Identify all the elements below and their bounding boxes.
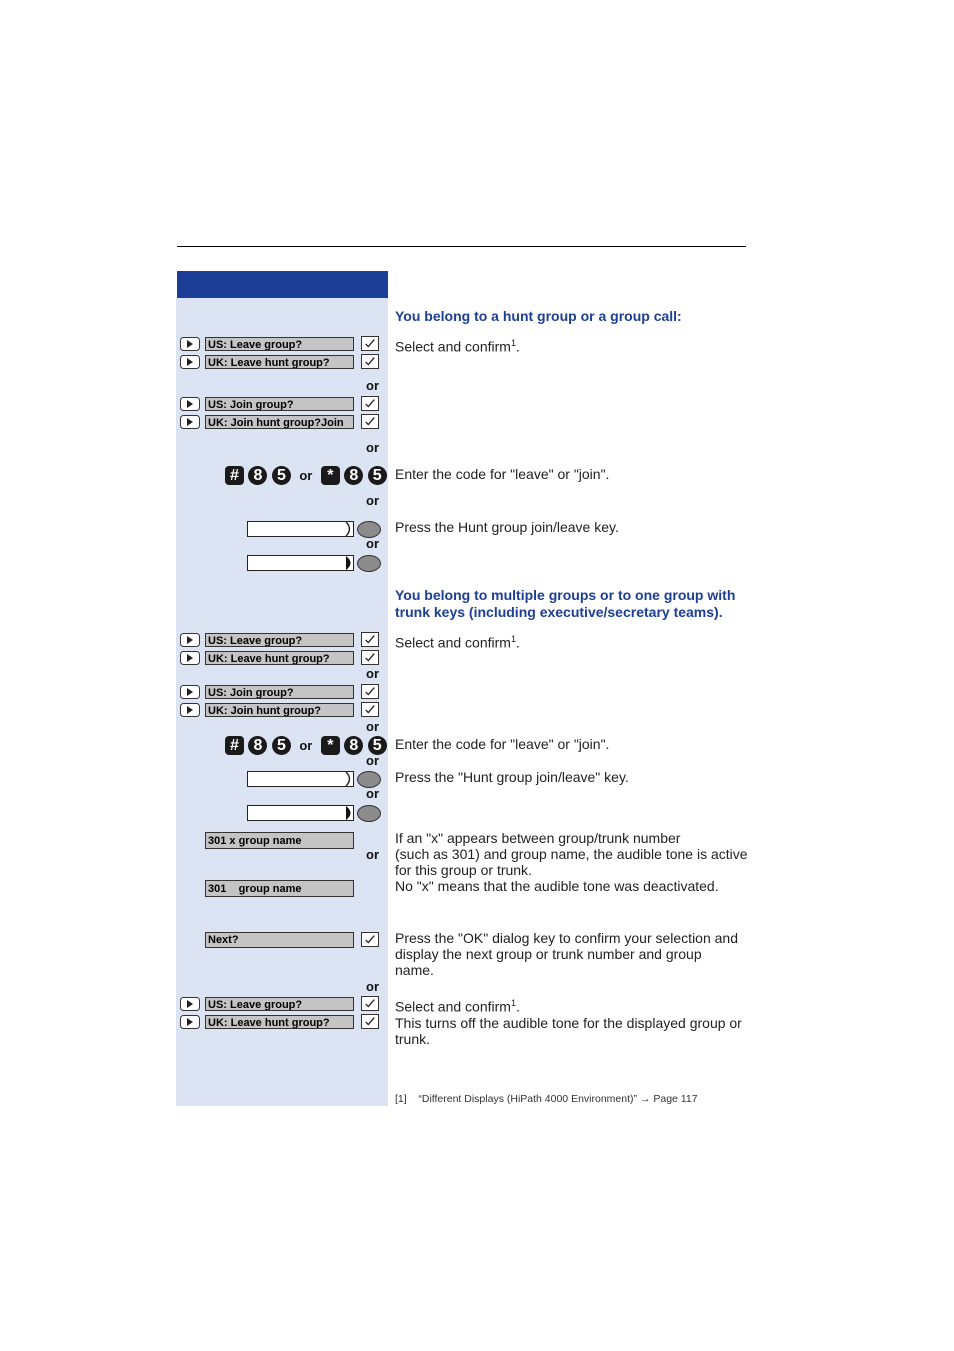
display-join-group-us: US: Join group? (205, 397, 354, 411)
display-group-with-tone: 301 x group name (205, 832, 354, 849)
display-next: Next? (205, 932, 354, 948)
star-key-icon[interactable]: * (321, 466, 340, 485)
hash-key-icon[interactable]: # (225, 466, 244, 485)
arrow-right-icon: → (639, 1093, 651, 1105)
ok-check-icon[interactable] (361, 396, 379, 411)
digit-key-icon[interactable]: 8 (248, 466, 267, 485)
digit-key-icon[interactable]: 8 (344, 466, 363, 485)
enter-code-text: Enter the code for "leave" or "join". (395, 736, 610, 752)
enter-code-text: Enter the code for "leave" or "join". (395, 466, 610, 482)
dial-code-keys (225, 466, 387, 486)
display-leave-group-us: US: Leave group? (205, 633, 354, 647)
star-key-icon[interactable]: * (321, 736, 340, 755)
ok-check-icon[interactable] (361, 650, 379, 665)
press-key-text: Press the Hunt group join/leave key. (395, 519, 619, 535)
scroll-arrow-icon[interactable] (180, 337, 200, 351)
audible-tone-info: If an "x" appears between group/trunk number (such as 301) and group name, the audible tone is active for this group or trunk. No "x" means that the audible tone was deactivated. (395, 830, 748, 894)
or-label: or (366, 378, 379, 393)
press-key-text: Press the "Hunt group join/leave" key. (395, 769, 629, 785)
ok-check-icon[interactable] (361, 1014, 379, 1029)
function-key-label-field (247, 805, 354, 821)
ok-check-icon[interactable] (361, 354, 379, 369)
or-label: or (299, 738, 313, 753)
hunt-group-key-button[interactable] (357, 555, 381, 572)
display-group-without-tone: 301 group name (205, 880, 354, 897)
ok-check-icon[interactable] (361, 684, 379, 699)
ok-check-icon[interactable] (361, 996, 379, 1011)
display-leave-hunt-group-uk: UK: Leave hunt group? (205, 1015, 354, 1029)
scroll-arrow-icon[interactable] (180, 355, 200, 369)
select-confirm-text: Select and confirm$^1$. (395, 634, 520, 651)
or-label: or (366, 847, 379, 862)
display-leave-hunt-group-uk: UK: Leave hunt group? (205, 355, 354, 369)
function-key-label-field (247, 771, 354, 787)
scroll-arrow-icon[interactable] (180, 1015, 200, 1029)
scroll-arrow-icon[interactable] (180, 651, 200, 665)
or-label: or (366, 753, 379, 768)
display-join-hunt-group-uk: UK: Join hunt group? (205, 703, 354, 717)
scroll-arrow-icon[interactable] (180, 633, 200, 647)
scroll-arrow-icon[interactable] (180, 685, 200, 699)
display-join-hunt-group-uk: UK: Join hunt group?Join (205, 415, 354, 429)
or-label: or (299, 468, 313, 483)
or-label: or (366, 536, 379, 551)
footnote-marker: [1] (395, 1093, 407, 1105)
or-label: or (366, 719, 379, 734)
footnote-text: “Different Displays (HiPath 4000 Environment)” (418, 1093, 638, 1105)
display-leave-hunt-group-uk: UK: Leave hunt group? (205, 651, 354, 665)
digit-key-icon[interactable]: 5 (272, 466, 291, 485)
section2-heading: You belong to multiple groups or to one group with trunk keys (including executive/secretary teams). (395, 587, 736, 620)
section1-heading: You belong to a hunt group or a group call: (395, 308, 682, 324)
footnote-ref: 1 (510, 634, 516, 644)
scroll-arrow-icon[interactable] (180, 415, 200, 429)
scroll-arrow-icon[interactable] (180, 703, 200, 717)
or-label: or (366, 666, 379, 681)
footnote (395, 1092, 698, 1106)
header-rule (177, 246, 746, 247)
display-join-group-us: US: Join group? (205, 685, 354, 699)
section-header-bar (177, 271, 388, 298)
select-confirm-tone-off: Select and confirm$^1$. This turns off the audible tone for the displayed group or trunk. (395, 998, 742, 1047)
digit-key-icon[interactable]: 5 (368, 466, 387, 485)
ok-check-icon[interactable] (361, 414, 379, 429)
or-label: or (366, 979, 379, 994)
display-leave-group-us: US: Leave group? (205, 997, 354, 1011)
display-leave-group-us: US: Leave group? (205, 337, 354, 351)
function-key-label-field (247, 521, 354, 537)
or-label: or (366, 440, 379, 455)
ok-check-icon[interactable] (361, 632, 379, 647)
digit-key-icon[interactable]: 5 (272, 736, 291, 755)
or-label: or (366, 493, 379, 508)
scroll-arrow-icon[interactable] (180, 397, 200, 411)
footnote-page-link[interactable]: Page 117 (653, 1093, 698, 1105)
ok-key-info: Press the "OK" dialog key to confirm your selection and display the next group or trunk number and group name. (395, 930, 738, 978)
scroll-arrow-icon[interactable] (180, 997, 200, 1011)
function-key-label-field (247, 555, 354, 571)
digit-key-icon[interactable]: 8 (248, 736, 267, 755)
or-label: or (366, 786, 379, 801)
footnote-ref: 1 (510, 998, 516, 1008)
ok-check-icon[interactable] (361, 932, 379, 947)
dial-code-keys (225, 736, 387, 756)
select-confirm-text: Select and confirm$^1$. (395, 338, 520, 355)
ok-check-icon[interactable] (361, 702, 379, 717)
footnote-ref: 1 (510, 338, 516, 348)
digit-key-icon[interactable]: 8 (344, 736, 363, 755)
hash-key-icon[interactable]: # (225, 736, 244, 755)
hunt-group-key-button[interactable] (357, 805, 381, 822)
ok-check-icon[interactable] (361, 336, 379, 351)
digit-key-icon[interactable]: 5 (368, 736, 387, 755)
